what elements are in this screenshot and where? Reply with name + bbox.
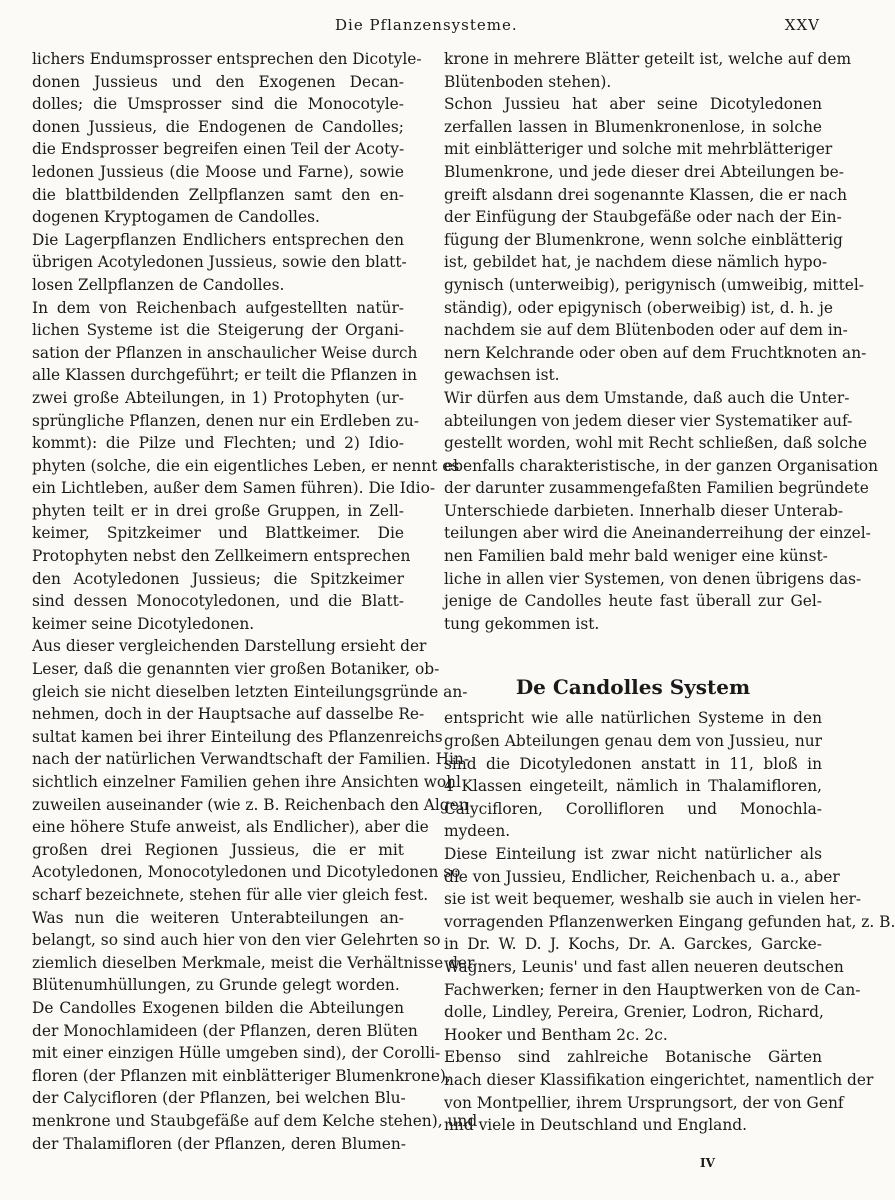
text-line: sultat kamen bei ihrer Einteilung des Pflanzenreichs (32, 727, 443, 746)
text-line: liche in allen vier Systemen, von denen übrigens das- (444, 569, 862, 588)
text-line: ziemlich dieselben Merkmale, meist die Verhältnisse der (32, 953, 475, 972)
text-line: nachdem sie auf dem Blütenboden oder auf dem in- (444, 321, 848, 340)
text-line: in Dr. W. D. J. Kochs, Dr. A. Garckes, Garcke- (444, 935, 822, 954)
text-line: sie ist weit bequemer, weshalb sie auch in vielen her- (444, 890, 862, 909)
running-title: Die Pflanzensysteme. (335, 16, 518, 34)
text-line: mydeen. (444, 822, 511, 841)
text-line: nern Kelchrande oder oben auf dem Fruchtknoten an- (444, 343, 867, 362)
right-column-top-text (444, 48, 879, 635)
text-line: Fachwerken; ferner in den Hauptwerken von de Can- (444, 980, 861, 999)
text-line: von Montpellier, ihrem Ursprungsort, der von Genf (444, 1093, 844, 1112)
text-line: entspricht wie alle natürlichen Systeme in den (444, 709, 822, 728)
text-line: losen Zellpflanzen de Candolles. (32, 275, 285, 294)
text-line: belangt, so sind auch hier von den vier Gelehrten so (32, 931, 441, 950)
text-line: Acotyledonen, Monocotyledonen und Dicotyledonen so (32, 863, 461, 882)
text-line: gleich sie nicht dieselben letzten Einteilungsgründe an- (32, 682, 468, 701)
text-line: ebenfalls charakteristische, in der ganzen Organisation (444, 456, 879, 475)
text-line: jenige de Candolles heute fast überall zur Gel- (444, 592, 822, 611)
text-line: der Monochlamideen (der Pflanzen, deren Blüten (32, 1021, 418, 1040)
text-line: dogenen Kryptogamen de Candolles. (32, 208, 320, 227)
text-line: ledonen Jussieus (die Moose und Farne), sowie (32, 162, 404, 181)
text-line: donen Jussieus, die Endogenen de Candolles; (32, 117, 404, 136)
text-line: mit einblätteriger und solche mit mehrblätteriger (444, 140, 833, 159)
text-line: Diese Einteilung ist zwar nicht natürlicher als (444, 845, 822, 863)
text-line: sichtlich einzelner Familien gehen ihre Ansichten wohl (32, 773, 461, 791)
text-line: lichers Endumsprosser entsprechen den Dicotyle- (32, 50, 422, 68)
section-spacer (444, 635, 822, 667)
text-line: scharf bezeichnete, stehen für alle vier gleich fest. (32, 885, 429, 904)
text-line: gestellt worden, wohl mit Recht schließen, daß solche (444, 434, 867, 453)
right-column (444, 48, 895, 1137)
text-line: der Calycifloren (der Pflanzen, bei welchen Blu- (32, 1089, 406, 1108)
text-line: Unterschiede darbieten. Innerhalb dieser Unterab- (444, 501, 844, 520)
text-line: der Einfügung der Staubgefäße oder nach der Ein- (444, 208, 842, 227)
text-line: die Endsprosser begreifen einen Teil der Acoty- (32, 140, 405, 159)
text-line: krone in mehrere Blätter geteilt ist, welche auf dem (444, 50, 852, 68)
text-line: kommt): die Pilze und Flechten; und 2) Idio- (32, 434, 404, 453)
text-line: sind die Dicotyledonen anstatt in 11, bloß in (444, 754, 822, 773)
text-line: dolles; die Umsprosser sind die Monocotyle- (32, 95, 404, 114)
text-line: Leser, daß die genannten vier großen Botaniker, ob- (32, 660, 440, 679)
text-line: großen Abteilungen genau dem von Jussieu, nur (444, 732, 822, 751)
text-line: phyten (solche, die ein eigentliches Leben, er nennt es (32, 456, 460, 475)
text-line: greift alsdann drei sogenannte Klassen, die er nach (444, 185, 848, 204)
text-line: Ebenso sind zahlreiche Botanische Gärten (444, 1048, 822, 1067)
text-line: phyten teilt er in drei große Gruppen, in Zell- (32, 501, 404, 520)
page-number: XXV (784, 16, 820, 34)
text-line: dolle, Lindley, Pereira, Grenier, Lodron, Richard, (444, 1003, 824, 1022)
text-line: nnd viele in Deutschland und England. (444, 1116, 747, 1135)
text-line: zwei große Abteilungen, in 1) Protophyten (ur- (32, 388, 404, 407)
text-line: übrigen Acotyledonen Jussieus, sowie den blatt- (32, 253, 407, 272)
text-line: mit einer einzigen Hülle umgeben sind), der Corolli- (32, 1044, 441, 1063)
text-line: abteilungen von jedem dieser vier Systematiker auf- (444, 411, 853, 430)
text-line: großen drei Regionen Jussieus, die er mit (32, 840, 404, 859)
text-line: ist, gebildet hat, je nachdem diese nämlich hypo- (444, 253, 828, 272)
text-line: In dem von Reichenbach aufgestellten natür- (32, 298, 404, 317)
text-line: sprüngliche Pflanzen, denen nur ein Erdleben zu- (32, 411, 419, 430)
signature-mark: IV (700, 1156, 715, 1170)
text-line: die von Jussieu, Endlicher, Reichenbach u. a., aber (444, 867, 840, 886)
text-line: ein Lichtleben, außer dem Samen führen). Die Idio- (32, 479, 436, 498)
text-line: der darunter zusammengefaßten Familien begründete (444, 479, 869, 498)
text-line: gewachsen ist. (444, 366, 560, 385)
text-line: menkrone und Staubgefäße auf dem Kelche stehen), und (32, 1111, 478, 1130)
text-line: eine höhere Stufe anweist, als Endlicher), aber die (32, 818, 429, 837)
text-line: Blumenkrone, und jede dieser drei Abteilungen be- (444, 162, 844, 181)
text-line: fügung der Blumenkrone, wenn solche einblätterig (444, 230, 843, 249)
text-line: teilungen aber wird die Aneinanderreihung der einzel- (444, 524, 871, 543)
text-line: sation der Pflanzen in anschaulicher Weise durch (32, 343, 418, 362)
text-line: 4 Klassen eingeteilt, nämlich in Thalamifloren, (444, 777, 822, 796)
text-line: Blütenboden stehen). (444, 72, 612, 91)
text-line: nach der natürlichen Verwandtschaft der Familien. Hin- (32, 750, 470, 769)
right-column-bottom-text (444, 707, 895, 1136)
text-line: nehmen, doch in der Hauptsache auf dasselbe Re- (32, 705, 425, 724)
text-line: Calycifloren, Corollifloren und Monochla- (444, 799, 822, 818)
text-line: nach dieser Klassifikation eingerichtet, namentlich der (444, 1070, 874, 1089)
text-line: keimer, Spitzkeimer und Blattkeimer. Die (32, 524, 404, 543)
text-line: gynisch (unterweibig), perigynisch (umweibig, mittel- (444, 275, 864, 294)
text-line: lichen Systeme ist die Steigerung der Organi- (32, 321, 404, 340)
text-line: nen Familien bald mehr bald weniger eine künst- (444, 547, 828, 566)
text-line: Protophyten nebst den Zellkeimern entsprechen (32, 547, 411, 566)
text-line: Aus dieser vergleichenden Darstellung ersieht der (32, 637, 427, 656)
page-header (0, 14, 850, 44)
text-line: der Thalamifloren (der Pflanzen, deren Blumen- (32, 1134, 407, 1153)
text-line: sind dessen Monocotyledonen, und die Blatt- (32, 592, 404, 611)
text-line: Die Lagerpflanzen Endlichers entsprechen den (32, 230, 404, 249)
text-line: Blütenumhüllungen, zu Grunde gelegt worden. (32, 976, 400, 995)
text-line: donen Jussieus und den Exogenen Decan- (32, 72, 404, 91)
text-line: zerfallen lassen in Blumenkronenlose, in solche (444, 117, 822, 136)
text-line: tung gekommen ist. (444, 614, 600, 633)
text-line: vorragenden Pflanzenwerken Eingang gefunden hat, z. B. (444, 912, 895, 931)
text-line: keimer seine Dicotyledonen. (32, 614, 255, 633)
text-line: die blattbildenden Zellpflanzen samt den en- (32, 185, 404, 204)
text-line: Wir dürfen aus dem Umstande, daß auch die Unter- (444, 388, 850, 407)
text-line: ständig), oder epigynisch (oberweibig) ist, d. h. je (444, 298, 833, 317)
text-line: Schon Jussieu hat aber seine Dicotyledonen (444, 95, 822, 114)
text-line: alle Klassen durchgeführt; er teilt die Pflanzen in (32, 366, 417, 385)
text-line: De Candolles Exogenen bilden die Abteilungen (32, 998, 404, 1017)
text-line: Was nun die weiteren Unterabteilungen an- (32, 908, 404, 927)
text-line: floren (der Pflanzen mit einblätteriger Blumenkrone), (32, 1066, 451, 1085)
text-line: zuweilen auseinander (wie z. B. Reichenbach den Algen (32, 795, 469, 814)
text-line: den Acotyledonen Jussieus; die Spitzkeimer (32, 569, 404, 588)
text-line: Hooker und Bentham 2c. 2c. (444, 1025, 668, 1044)
section-heading: De Candolles System (515, 675, 751, 700)
text-line: Wagners, Leunis' und fast allen neueren deutschen (444, 957, 844, 976)
